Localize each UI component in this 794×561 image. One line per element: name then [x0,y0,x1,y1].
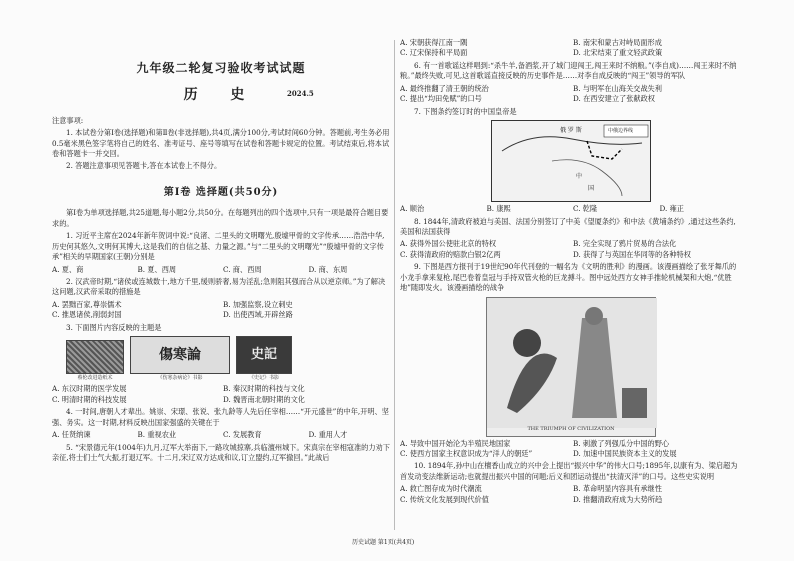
question-10-stem: 10. 1894年,孙中山在檀香山成立的兴中会上提出“振兴中华”的伟大口号;1895年,以康有为、梁启超为首发动变法维新运动;也就提出振兴中国的问题;后义和团运动提出“扶清灭洋”的口号。这些史实说明 [400,461,738,481]
question-6-option-d[interactable]: D. 在西安建立了张献政权 [573,94,655,104]
question-3-option-a[interactable]: A. 东汉时期的医学发展 [52,384,127,394]
question-2-stem: 2. 汉武帝时期,“诸侯或连城数十,地方千里,缓则骄奢,易为淫乱;急则阻其强而合从以逆京师。”为了解决这问题,汉武帝采取的措施是 [52,277,386,297]
question-9-option-a[interactable]: A. 导致中国开始沦为半殖民地国家 [400,438,511,448]
map-legend-text: 中俄边界线 [608,128,634,135]
question-6-stem: 6. 有一首歌谣这样唱到:“杀牛羊,备酒浆,开了城门迎闯王,闯王来时不纳粮。”(李自成)……闯王来时不纳粮。”最终失败,可见,这首歌谣直接反映的历史事件是……对李自成反映的“闯王”领导的军队 [400,60,737,81]
question-4-option-d[interactable]: D. 重用人才 [308,430,348,440]
question-4-option-c[interactable]: C. 发展教育 [223,430,262,440]
question-4-option-b[interactable]: B. 重视农业 [137,430,177,440]
question-1-option-a[interactable]: A. 夏、商 [52,264,84,274]
map-border-line [502,137,642,151]
question-4-stem: 4. 一时间,唐朝人才辈出。姚崇、宋璟、张说、张九龄等人先后任宰相……“开元盛世”的中年,开明、坚强、务实。这一时期,材料反映出国家强盛的关键在于 [52,407,389,427]
question-8-option-c[interactable]: C. 获得清政府的赔款白银2亿两 [400,249,501,259]
column-divider [394,40,395,530]
question-8-option-a[interactable]: A. 获得外国公使驻北京的特权 [400,239,497,249]
question-9-stem: 9. 下图是西方报刊于19世纪90年代刊登的一幅名为《文明的胜利》的漫画。该漫画描绘了张牙舞爪的小龙手拿来复枪,尾巴卷着皇冠与手持双管火枪的巨龙搏斗。图中远处西方女神手推轮机械架和大炮,“优胜地”随即发火。该漫画描绘的战争 [400,262,737,293]
question-2-option-a[interactable]: A. 罢黜百家,尊崇儒术 [52,299,122,309]
question-10-options [400,484,742,505]
question-5-option-d[interactable]: D. 北宋结束了重文轻武政策 [573,48,663,58]
question-5-option-c[interactable]: C. 辽宋保持和平局面 [400,48,468,58]
question-2-option-b[interactable]: B. 加强监察,设立刺史 [223,299,293,309]
question-3-option-d[interactable]: D. 魏晋南北朝时期的文化 [223,394,305,404]
question-7-option-c[interactable]: C. 乾隆 [573,204,598,214]
section-title: 第Ⅰ卷 选择题(共50分) [163,186,279,198]
question-6-option-a[interactable]: A. 最终推翻了清王朝的统治 [400,83,489,93]
question-7-stem: 7. 下图条约签订时的中国皇帝是 [414,106,517,116]
exam-date: 2024.5 [287,89,314,99]
question-5-option-a[interactable]: A. 宋朝获得江南一隅 [400,38,468,47]
notice-item-1: 1. 本试卷分第Ⅰ卷(选择题)和第Ⅱ卷(非选择题),共4页,满分100分,考试时间60分钟。答题前,考生务必用0.5毫米黑色签字笔将自己的姓名、准考证号、座号等填写在试卷和答题卡规定的位置。考试结束后,将本试卷和答题卡一并交回。 [52,128,390,158]
question-10-option-b[interactable]: B. 革命明显内容具有承继性 [573,484,662,494]
map-label-guo: 国 [588,185,595,193]
question-5-options [400,38,742,59]
question-8-option-d[interactable]: D. 获得了与英国在华同等的各种特权 [573,249,691,259]
map-label-russia: 俄 罗 斯 [560,127,582,135]
map-river-line [552,160,622,196]
right-column [400,38,742,538]
question-8-stem: 8. 1844年,清政府被迫与美国、法国分别签订了中美《望厦条约》和中法《黄埔条约》,通过这些条约,美国和法国获得 [400,216,736,236]
question-1-option-c[interactable]: C. 商、西周 [223,264,262,274]
caption-shanghan: 《伤寒杂病论》书影 [157,375,203,382]
question-7-option-a[interactable]: A. 顺治 [400,204,425,214]
question-3-images [66,336,390,382]
question-8-option-b[interactable]: B. 完全实现了鸦片贸易的合法化 [573,239,677,249]
cartoon-triumph-of-civilization [486,297,656,437]
cartoon-caption: THE TRIUMPH OF CIVILIZATION [527,426,615,433]
question-5-stem: 5. “宋景德元年(1004年)九月,辽军大举南下,一路攻城掠寨,兵临澶州城下。宋真宗在宰相寇准的力劝下亲征,将士们士气大振,打退辽军。十二月,宋辽双方达成和议,订立盟约,辽军撤回。”此战后 [52,442,390,463]
papermaking-image [66,340,124,374]
notice-title: 注意事项: [52,115,84,125]
shanghan-seal-text: 傷寒論 [159,347,201,364]
question-8-options [400,239,742,260]
question-9-option-b[interactable]: B. 刺激了列强瓜分中国的野心 [573,438,670,448]
shiji-seal-text: 史記 [250,346,277,362]
subject-row [52,85,390,105]
figure-shanghan [130,336,230,382]
cartoon-drawing-svg [487,298,657,428]
question-4-options [52,430,390,440]
caption-papermaking: 蔡伦改进造纸术 [77,375,113,382]
question-4-option-a[interactable]: A. 任贤纳谏 [52,430,91,440]
question-7-options [400,204,742,214]
question-3-stem: 3. 下面图片内容反映的主题是 [66,322,162,332]
question-6-option-c[interactable]: C. 提出“均田免赋”的口号 [400,94,482,104]
subject-title: 历 史 [183,87,259,104]
question-9-option-d[interactable]: D. 加速中国民族资本主义的发展 [573,449,677,458]
question-6-options [400,84,742,105]
left-column [52,60,390,550]
page-footer: 历史试题 第1页(共4页) [352,539,415,546]
question-2-options [52,300,390,321]
question-7-option-b[interactable]: B. 康熙 [486,204,511,214]
question-3-option-b[interactable]: B. 秦汉时期的科技与文化 [223,384,305,394]
figure-shiji [236,336,292,382]
question-3-option-c[interactable]: C. 明清时期的科技发展 [52,394,127,404]
question-2-option-c[interactable]: C. 推恩诸侯,削弱封国 [52,310,122,320]
question-1-options [52,265,390,275]
treaty-map [491,120,651,202]
shanghan-image [130,336,230,374]
cartoon-goddess-head [585,307,603,325]
cartoon-dragon-head [513,329,541,357]
question-6-option-b[interactable]: B. 与明军在山海关交战失利 [573,83,662,93]
question-1-option-b[interactable]: B. 夏、西周 [137,264,177,274]
section-intro: 第Ⅰ卷为单项选择题,共25道题,每小题2分,共50分。在每题列出的四个选项中,只有一项是最符合题目要求的。 [52,208,389,228]
question-9-option-c[interactable]: C. 使西方国家主权意识成为“洋人的朝廷” [400,449,533,458]
figure-papermaking [66,340,124,382]
question-3-options [52,384,390,405]
notice-item-2: 2. 答题注意事项见答题卡,答在本试卷上不得分。 [66,161,222,171]
question-1-option-d[interactable]: D. 商、东周 [308,264,348,274]
question-5-option-b[interactable]: B. 南宋和蒙古对峙局面形成 [573,38,662,47]
question-10-option-c[interactable]: C. 传统文化发展到现代价值 [400,494,489,504]
question-2-option-d[interactable]: D. 出使西域,开辟丝路 [223,310,293,320]
question-7-option-d[interactable]: D. 雍正 [659,204,684,214]
question-1-stem: 1. 习近平主席在2024年新年贺词中说:“良渚、二里头的文明曙光,殷墟甲骨的文字传承……浩浩中华,历史何其悠久,文明何其博大,这是我们的自信之基、力量之源。”与“二里头的文明曙光”“殷墟甲骨的文字传承”相关的早期国家(王朝)分别是 [52,231,385,262]
caption-shiji: 《史记》书影 [248,375,279,382]
question-9-options [400,439,742,460]
question-10-option-d[interactable]: D. 推翻清政府成为大势所趋 [573,494,663,504]
shiji-image [236,336,292,374]
question-10-option-a[interactable]: A. 救亡图存成为时代潮流 [400,484,482,494]
exam-title: 九年级二轮复习验收考试试题 [136,61,306,75]
cartoon-machine-shape [622,388,647,418]
map-label-zhong: 中 [576,173,583,181]
